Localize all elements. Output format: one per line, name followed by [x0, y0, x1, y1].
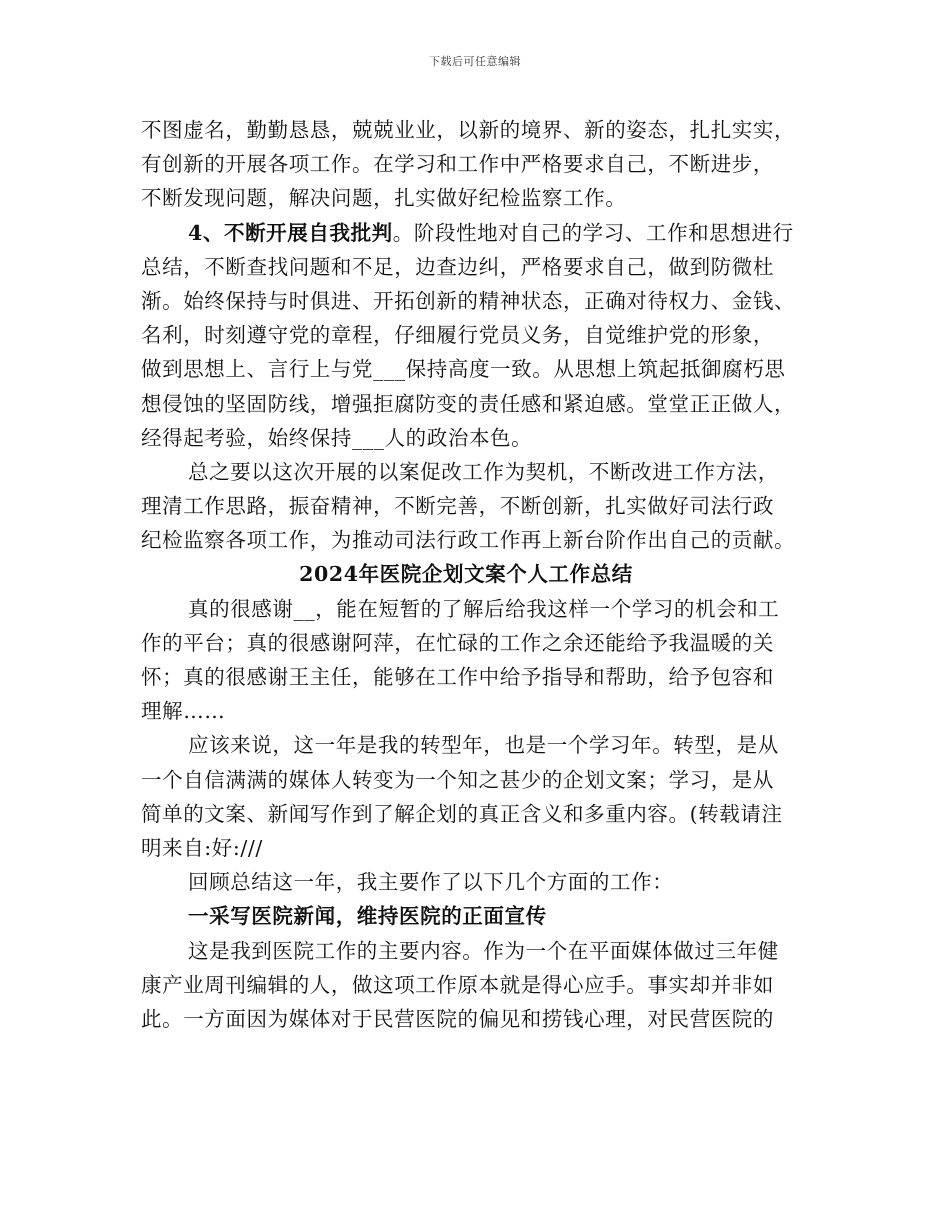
text-line: 真的很感谢__，能在短暂的了解后给我这样一个学习的机会和工	[188, 596, 780, 621]
text-line: 一个自信满满的媒体人转变为一个知之甚少的企划文案；学习，是从	[141, 767, 774, 792]
text-run: 。阶段性地对自己的学习、工作和思想进行	[392, 220, 794, 245]
text-line: 经得起考验，始终保持___人的政治本色。	[141, 425, 533, 450]
text-line: 怀；真的很感谢王主任，能够在工作中给予指导和帮助，给予包容和	[141, 665, 774, 689]
text-line: 应该来说，这一年是我的转型年，也是一个学习年。转型，是从	[188, 733, 779, 758]
document-title: 2024年医院企划文案个人工作总结	[299, 562, 633, 587]
document-body	[141, 113, 831, 1036]
text-line: 理解……	[141, 699, 226, 724]
text-line: 渐。始终保持与时俱进、开拓创新的精神状态，正确对待权力、金钱、	[141, 288, 796, 313]
text-line: 康产业周刊编辑的人，做这项工作原本就是得心应手。事实却并非如	[141, 972, 774, 997]
text-line: 简单的文案、新闻写作到了解企划的真正含义和多重内容。(转载请注	[141, 801, 783, 826]
section-heading: 4、不断开展自我批判	[188, 220, 393, 245]
text-line: 想侵蚀的坚固防线，增强拒腐防变的责任感和紧迫感。堂堂正正做人，	[141, 391, 796, 416]
text-line: 明来自:好:///	[141, 835, 263, 860]
text-line: 此。一方面因为媒体对于民营医院的偏见和捞钱心理，对民营医院的	[141, 1006, 774, 1031]
text-line	[141, 216, 831, 250]
text-line: 回顾总结这一年，我主要作了以下几个方面的工作：	[188, 870, 674, 895]
text-line: 理清工作思路，振奋精神，不断完善，不断创新，扎实做好司法行政	[141, 494, 774, 519]
header-note: 下载后可任意编辑	[429, 55, 521, 68]
text-line: 这是我到医院工作的主要内容。作为一个在平面媒体做过三年健	[188, 938, 779, 963]
text-line: 名利，时刻遵守党的章程，仔细履行党员义务，自觉维护党的形象，	[141, 323, 774, 348]
text-line: 总结，不断查找问题和不足，边查边纠，严格要求自己，做到防微杜	[141, 254, 774, 279]
text-line: 纪检监察各项工作，为推动司法行政工作再上新台阶作出自己的贡献。	[141, 528, 796, 553]
text-line: 做到思想上、言行上与党___保持高度一致。从思想上筑起抵御腐朽思	[141, 357, 786, 382]
text-line: 总之要以这次开展的以案促改工作为契机，不断改进工作方法，	[188, 459, 779, 484]
section-heading: 一采写医院新闻，维持医院的正面宣传	[188, 904, 547, 929]
text-line: 作的平台；真的很感谢阿萍，在忙碌的工作之余还能给予我温暖的关	[141, 630, 774, 655]
text-line: 不断发现问题，解决问题，扎实做好纪检监察工作。	[141, 186, 627, 211]
text-line: 有创新的开展各项工作。在学习和工作中严格要求自己，不断进步，	[141, 152, 774, 177]
text-line: 不图虚名，勤勤恳恳，兢兢业业，以新的境界、新的姿态，扎扎实实，	[141, 118, 796, 142]
